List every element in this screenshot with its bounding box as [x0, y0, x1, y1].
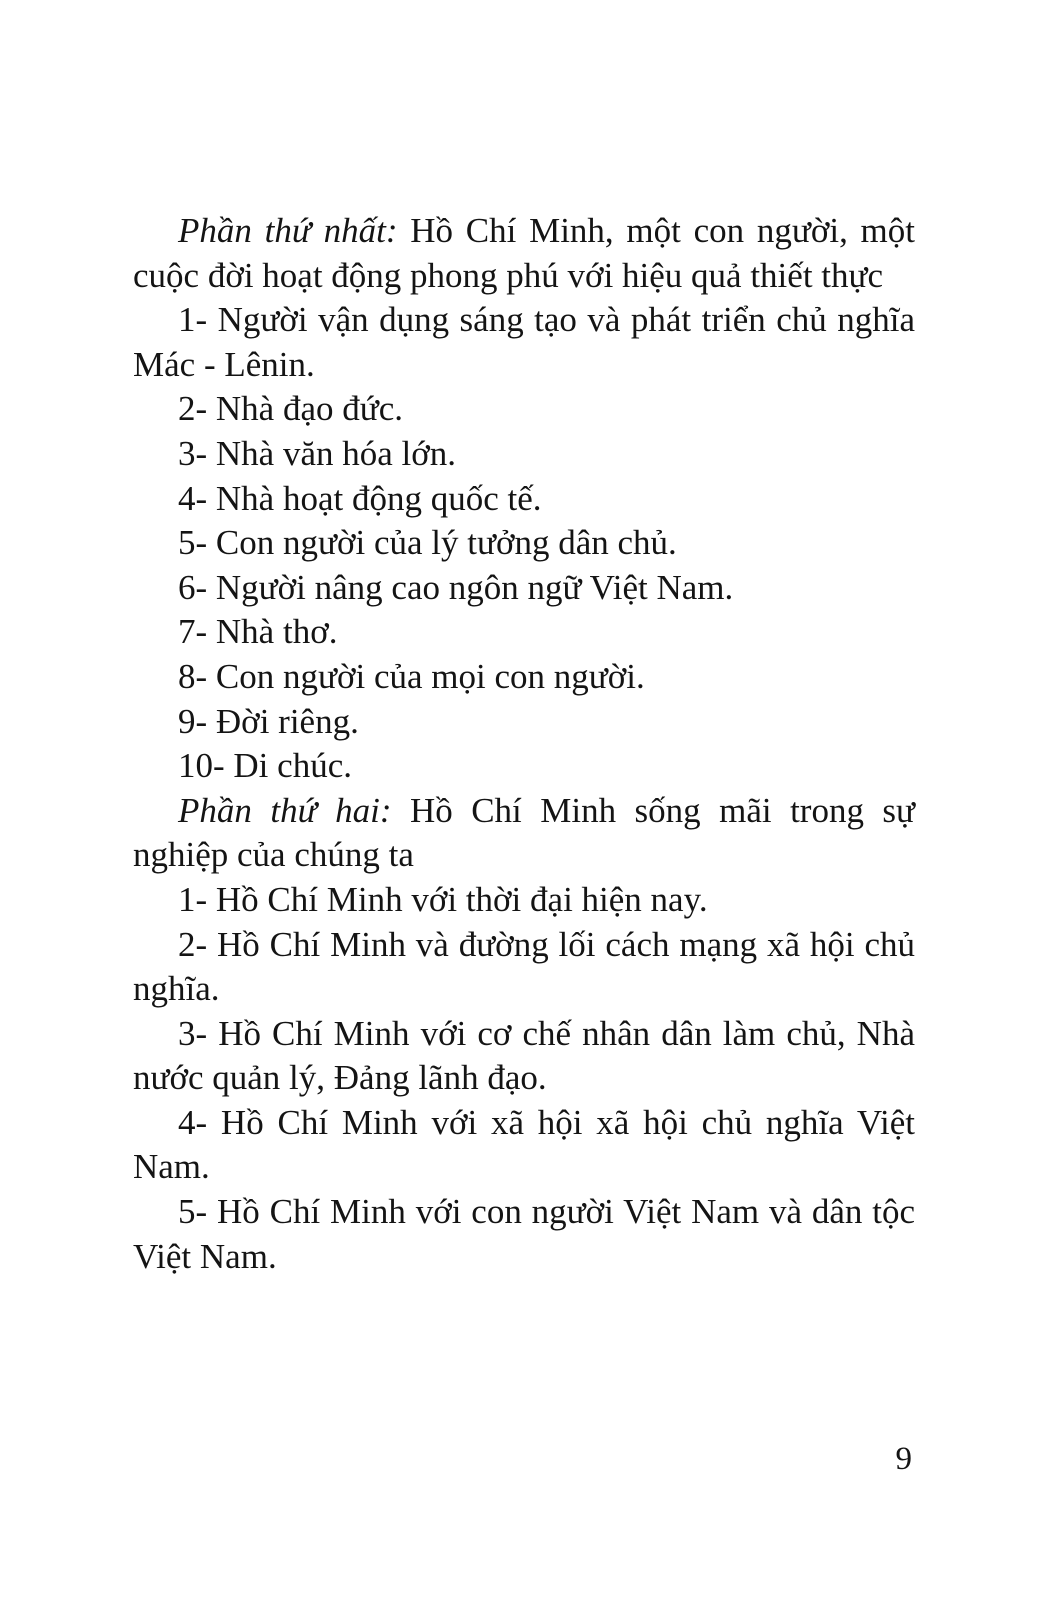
part-one-item-3: 3- Nhà văn hóa lớn.	[178, 433, 457, 473]
part-one-item-2: 2- Nhà đạo đức.	[178, 389, 404, 429]
part-one-item-8: 8- Con người của mọi con người.	[178, 656, 645, 696]
part-two-item-5: 5- Hồ Chí Minh với con người Việt Nam và dân tộc Việt Nam.	[133, 1192, 915, 1276]
part-two-heading-text: Hồ Chí Minh sống mãi trong sự nghiệp của chúng ta	[133, 790, 915, 875]
part-two-item-4: 4- Hồ Chí Minh với xã hội xã hội chủ nghĩa Việt Nam.	[133, 1102, 915, 1187]
part-one-item-6: 6- Người nâng cao ngôn ngữ Việt Nam.	[178, 567, 734, 607]
part-one-item-5: 5- Con người của lý tưởng dân chủ.	[178, 523, 677, 563]
part-one-heading-text: Hồ Chí Minh, một con người, một cuộc đời hoạt động phong phú với hiệu quả thiết thực	[133, 211, 915, 295]
part-one-heading-label: Phần thứ nhất:	[178, 211, 398, 250]
part-one-heading	[133, 209, 915, 298]
part-two-heading	[133, 789, 915, 878]
part-two-heading-label: Phần thứ hai:	[178, 790, 392, 830]
page-number: 9	[895, 1441, 912, 1477]
part-one-item-10: 10- Di chúc.	[178, 746, 352, 786]
toc-text-block	[133, 209, 915, 1279]
part-one-item-7: 7- Nhà thơ.	[178, 612, 338, 652]
part-one-item-9: 9- Đời riêng.	[178, 701, 359, 741]
part-two-item-3: 3- Hồ Chí Minh với cơ chế nhân dân làm chủ, Nhà nước quản lý, Đảng lãnh đạo.	[133, 1013, 915, 1098]
part-one-item-4: 4- Nhà hoạt động quốc tế.	[178, 478, 542, 518]
part-two-item-2: 2- Hồ Chí Minh và đường lối cách mạng xã hội chủ nghĩa.	[133, 924, 915, 1009]
part-two-item-1: 1- Hồ Chí Minh với thời đại hiện nay.	[178, 879, 708, 919]
part-one-item-1: 1- Người vận dụng sáng tạo và phát triển chủ nghĩa Mác - Lênin.	[133, 300, 915, 384]
